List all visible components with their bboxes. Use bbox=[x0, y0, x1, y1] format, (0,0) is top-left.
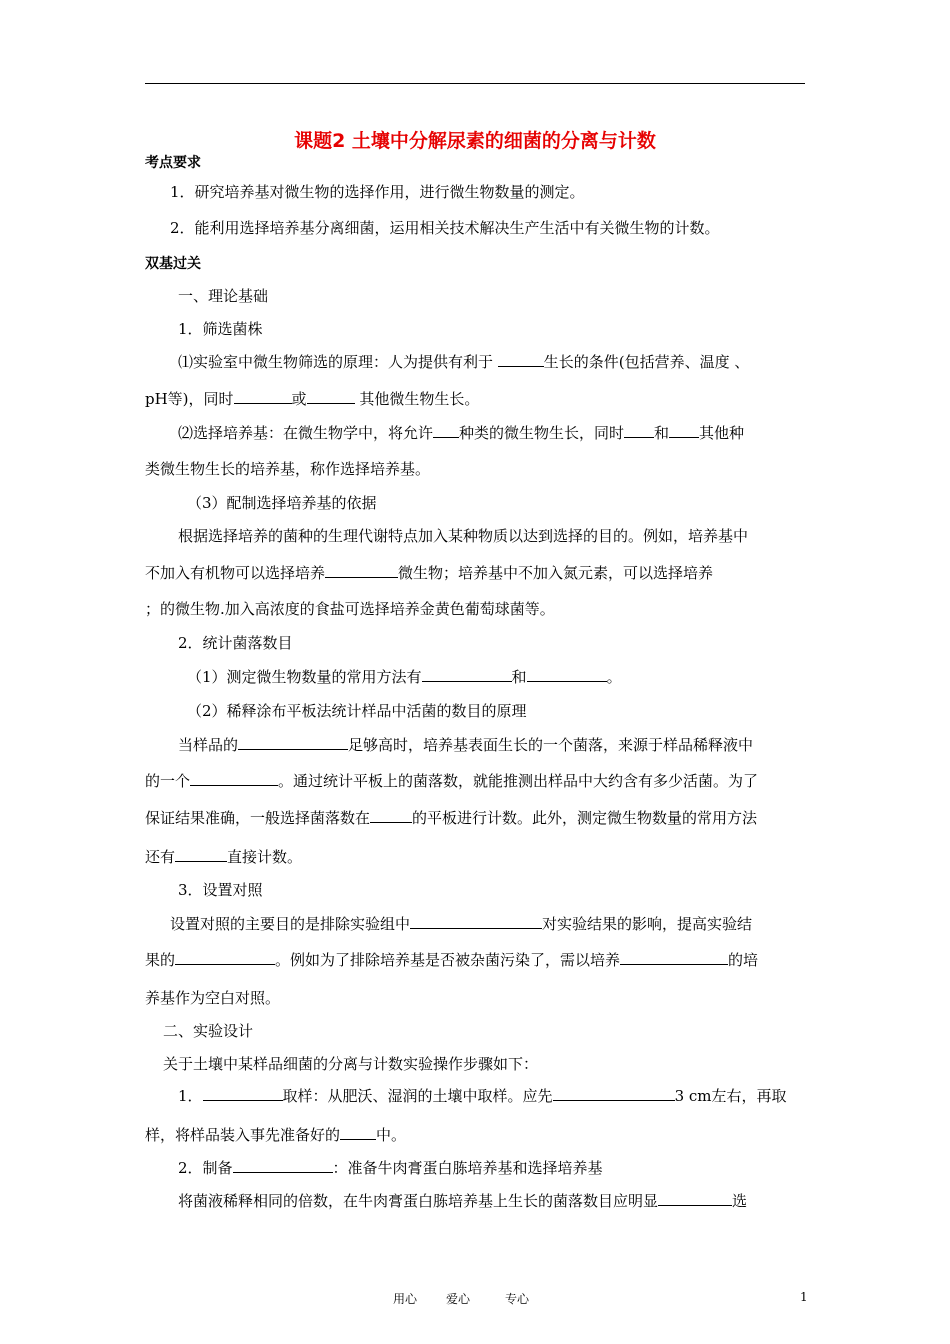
text-segment: 。 bbox=[606, 668, 622, 686]
fill-in-blank[interactable] bbox=[307, 389, 355, 404]
text-segment: 中。 bbox=[376, 1126, 407, 1144]
text-line bbox=[178, 1086, 787, 1106]
text-line bbox=[178, 423, 744, 443]
text-segment: 1．筛选菌株 bbox=[178, 320, 263, 338]
page-title: 课题2 土壤中分解尿素的细菌的分离与计数 bbox=[294, 130, 656, 152]
text-segment: 的平板进行计数。此外，测定微生物数量的常用方法 bbox=[412, 809, 758, 827]
fill-in-blank[interactable] bbox=[370, 808, 412, 823]
text-segment: 保证结果准确，一般选择菌落数在 bbox=[145, 809, 371, 827]
fill-in-blank[interactable] bbox=[234, 389, 292, 404]
text-segment: 不加入有机物可以选择培养 bbox=[145, 564, 326, 582]
text-segment: ；的微生物.加入高浓度的食盐可选择培养金黄色葡萄球菌等。 bbox=[145, 600, 555, 618]
text-segment: 2．能利用选择培养基分离细菌，运用相关技术解决生产生活中有关微生物的计数。 bbox=[170, 219, 720, 237]
text-line bbox=[178, 286, 268, 306]
text-segment: 样，将样品装入事先准备好的 bbox=[145, 1126, 341, 1144]
header-rule bbox=[145, 83, 805, 84]
text-line bbox=[145, 808, 757, 828]
text-segment: 。例如为了排除培养基是否被杂菌污染了，需以培养 bbox=[275, 951, 621, 969]
text-line bbox=[145, 988, 280, 1008]
text-line bbox=[145, 459, 430, 479]
text-line bbox=[178, 633, 293, 653]
text-segment: 足够高时，培养基表面生长的一个菌落，来源于样品稀释液中 bbox=[348, 736, 754, 754]
text-line bbox=[178, 1158, 603, 1178]
section-shuangji: 双基过关 bbox=[145, 256, 201, 272]
text-segment: 直接计数。 bbox=[227, 848, 303, 866]
text-segment: 对实验结果的影响，提高实验结 bbox=[542, 915, 753, 933]
text-segment: 将菌液稀释相同的倍数，在牛肉膏蛋白胨培养基上生长的菌落数目应明显 bbox=[178, 1192, 659, 1210]
text-line bbox=[178, 735, 753, 755]
fill-in-blank[interactable] bbox=[410, 914, 542, 929]
text-segment: 的一个 bbox=[145, 772, 191, 790]
text-line bbox=[178, 880, 263, 900]
text-segment: ⑴实验室中微生物筛选的原理：人为提供有利于 bbox=[178, 353, 498, 371]
text-segment: 种类的微生物生长，同时 bbox=[459, 424, 625, 442]
text-line bbox=[163, 1021, 253, 1041]
text-segment: 1．研究培养基对微生物的选择作用，进行微生物数量的测定。 bbox=[170, 183, 585, 201]
text-line bbox=[170, 182, 585, 202]
fill-in-blank[interactable] bbox=[233, 1158, 333, 1173]
text-segment: 类微生物生长的培养基，称作选择培养基。 bbox=[145, 460, 431, 478]
text-segment: 关于土壤中某样品细菌的分离与计数实验操作步骤如下： bbox=[163, 1055, 539, 1073]
fill-in-blank[interactable] bbox=[527, 667, 607, 682]
text-line bbox=[145, 389, 479, 409]
text-line bbox=[170, 218, 720, 238]
text-segment: 根据选择培养的菌种的生理代谢特点加入某种物质以达到选择的目的。例如，培养基中 bbox=[178, 527, 749, 545]
text-segment: 1． bbox=[178, 1087, 203, 1105]
text-line bbox=[163, 1054, 538, 1074]
text-segment: 或 bbox=[291, 390, 307, 408]
text-segment: pH等)，同时 bbox=[145, 390, 234, 408]
text-segment: 其他种 bbox=[699, 424, 745, 442]
fill-in-blank[interactable] bbox=[238, 735, 348, 750]
fill-in-blank[interactable] bbox=[190, 771, 278, 786]
fill-in-blank[interactable] bbox=[433, 423, 459, 438]
fill-in-blank[interactable] bbox=[498, 352, 544, 367]
text-line bbox=[170, 914, 752, 934]
text-segment: 设置对照的主要目的是排除实验组中 bbox=[170, 915, 411, 933]
text-line bbox=[178, 319, 263, 339]
text-line bbox=[178, 352, 749, 372]
text-segment: 3 cm左右，再取 bbox=[674, 1087, 787, 1105]
text-segment: 的培 bbox=[728, 951, 759, 969]
fill-in-blank[interactable] bbox=[175, 950, 275, 965]
text-segment: 养基作为空白对照。 bbox=[145, 989, 281, 1007]
fill-in-blank[interactable] bbox=[340, 1125, 376, 1140]
text-line bbox=[145, 771, 758, 791]
text-segment: 。通过统计平板上的菌落数，就能推测出样品中大约含有多少活菌。为了 bbox=[278, 772, 759, 790]
fill-in-blank[interactable] bbox=[658, 1191, 732, 1206]
text-segment: （2）稀释涂布平板法统计样品中活菌的数目的原理 bbox=[187, 702, 527, 720]
text-segment: 和 bbox=[654, 424, 670, 442]
text-line bbox=[178, 1191, 747, 1211]
text-line bbox=[145, 950, 758, 970]
text-segment: 一、理论基础 bbox=[178, 287, 269, 305]
page-number: 1 bbox=[800, 1290, 808, 1304]
text-line bbox=[145, 1125, 406, 1145]
fill-in-blank[interactable] bbox=[553, 1086, 675, 1101]
footer-text-2: 爱心 bbox=[446, 1292, 471, 1306]
text-segment: 选 bbox=[732, 1192, 748, 1210]
fill-in-blank[interactable] bbox=[203, 1086, 283, 1101]
text-segment: 二、实验设计 bbox=[163, 1022, 254, 1040]
text-segment: 微生物；培养基中不加入氮元素，可以选择培养 bbox=[398, 564, 714, 582]
text-line bbox=[178, 526, 748, 546]
text-segment: 和 bbox=[511, 668, 527, 686]
text-segment: 当样品的 bbox=[178, 736, 239, 754]
fill-in-blank[interactable] bbox=[624, 423, 654, 438]
text-segment: 2．制备 bbox=[178, 1159, 233, 1177]
text-segment: 3．设置对照 bbox=[178, 881, 263, 899]
footer-text-1: 用心 bbox=[393, 1292, 418, 1306]
fill-in-blank[interactable] bbox=[422, 667, 512, 682]
fill-in-blank[interactable] bbox=[325, 563, 398, 578]
text-line bbox=[145, 599, 555, 619]
text-line bbox=[145, 563, 713, 583]
section-kaodian: 考点要求 bbox=[145, 155, 201, 171]
text-line bbox=[187, 701, 527, 721]
text-segment: 生长的条件(包括营养、温度 、 bbox=[543, 353, 750, 371]
text-segment: 2．统计菌落数目 bbox=[178, 634, 293, 652]
text-segment: ：准备牛肉膏蛋白胨培养基和选择培养基 bbox=[332, 1159, 603, 1177]
text-segment: 还有 bbox=[145, 848, 176, 866]
text-segment: ⑵选择培养基：在微生物学中，将允许 bbox=[178, 424, 434, 442]
footer-text-3: 专心 bbox=[505, 1292, 530, 1306]
text-segment: （3）配制选择培养基的依据 bbox=[187, 494, 377, 512]
text-line bbox=[187, 667, 622, 687]
text-segment: 果的 bbox=[145, 951, 176, 969]
fill-in-blank[interactable] bbox=[669, 423, 699, 438]
text-segment: 取样：从肥沃、湿润的土壤中取样。应先 bbox=[282, 1087, 553, 1105]
text-line bbox=[187, 493, 377, 513]
text-segment: 其他微生物生长。 bbox=[354, 390, 480, 408]
text-segment: （1）测定微生物数量的常用方法有 bbox=[187, 668, 422, 686]
text-line bbox=[145, 847, 302, 867]
fill-in-blank[interactable] bbox=[175, 847, 227, 862]
fill-in-blank[interactable] bbox=[620, 950, 728, 965]
